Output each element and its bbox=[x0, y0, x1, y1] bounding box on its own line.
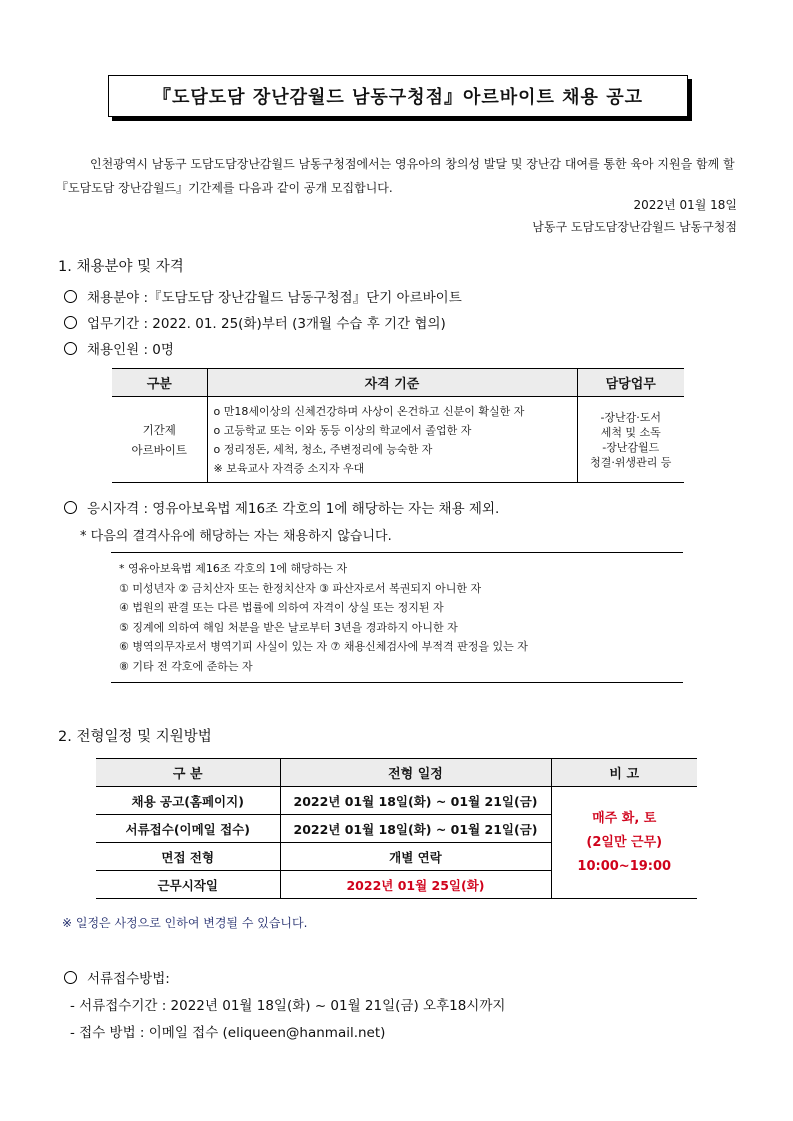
application-email-line: - 접수 방법 : 이메일 접수 (eliqueen@hanmail.net) bbox=[70, 1025, 386, 1041]
application-method-heading bbox=[64, 967, 170, 987]
table-header: 구분 bbox=[112, 369, 207, 397]
recruit-field-text: 채용분야 :『도담도담 장난감월드 남동구청점』단기 아르바이트 bbox=[87, 290, 462, 306]
organization-name: 남동구 도담도담장난감월드 남동구청점 bbox=[532, 220, 737, 234]
work-period-text: 업무기간 : 2022. 01. 25(화)부터 (3개월 수습 후 기간 협의) bbox=[87, 316, 446, 332]
qualification-line: o 정리정돈, 세척, 청소, 주변정리에 능숙한 자 bbox=[213, 442, 433, 456]
recruit-field-item bbox=[64, 286, 462, 306]
reason-line: ① 미성년자 ② 금치산자 또는 한정치산자 ③ 파산자로서 복권되지 아니한 자 bbox=[119, 581, 482, 595]
headcount-text: 채용인원 : 0명 bbox=[87, 342, 174, 358]
qualification-line: o 만18세이상의 신체건강하며 사상이 온건하고 신분이 확실한 자 bbox=[213, 404, 525, 418]
notice-date: 2022년 01월 18일 bbox=[633, 198, 737, 212]
remark-line: 매주 화, 토 bbox=[592, 810, 657, 826]
schedule-value: 2022년 01월 25일(화) bbox=[280, 871, 551, 899]
reason-line: ⑤ 징계에 의하여 해임 처분을 받은 날로부터 3년을 경과하지 아니한 자 bbox=[119, 620, 458, 634]
circle-bullet-icon bbox=[64, 316, 77, 329]
qualification-cell bbox=[207, 397, 577, 483]
reason-line: * 영유아보육법 제16조 각호의 1에 해당하는 자 bbox=[119, 562, 348, 575]
remark-line: (2일만 근무) bbox=[586, 834, 663, 850]
disqualification-reasons-box bbox=[111, 552, 683, 683]
category-cell bbox=[112, 397, 207, 483]
duty-line: 세척 및 소독 bbox=[600, 425, 661, 439]
circle-bullet-icon bbox=[64, 290, 77, 303]
circle-bullet-icon bbox=[64, 501, 77, 514]
section1-heading: 1. 채용분야 및 자격 bbox=[58, 259, 184, 275]
schedule-label: 근무시작일 bbox=[96, 871, 280, 899]
remark-line: 10:00~19:00 bbox=[577, 858, 672, 874]
circle-bullet-icon bbox=[64, 971, 77, 984]
qualification-line: o 고등학교 또는 이와 동등 이상의 학교에서 졸업한 자 bbox=[213, 423, 472, 437]
category-line: 기간제 bbox=[142, 422, 176, 437]
table-header: 자격 기준 bbox=[207, 369, 577, 397]
schedule-label: 면접 전형 bbox=[96, 843, 280, 871]
table-header: 담당업무 bbox=[577, 369, 684, 397]
schedule-label: 서류접수(이메일 접수) bbox=[96, 815, 280, 843]
schedule-table bbox=[96, 758, 697, 899]
reason-line: ⑧ 기타 전 각호에 준하는 자 bbox=[119, 659, 253, 673]
schedule-value: 개별 연락 bbox=[280, 843, 551, 871]
schedule-value: 2022년 01월 18일(화) ~ 01월 21일(금) bbox=[280, 787, 551, 815]
reason-line: ⑥ 병역의무자로서 병역기피 사실이 있는 자 ⑦ 채용신체검사에 부적격 판정을 있는 자 bbox=[119, 640, 528, 653]
intro-paragraph bbox=[56, 152, 740, 200]
disqualification-note: * 다음의 결격사유에 해당하는 자는 채용하지 않습니다. bbox=[80, 529, 392, 544]
duty-line: 청결·위생관리 등 bbox=[590, 455, 672, 469]
reason-line: ④ 법원의 판결 또는 다른 법률에 의하여 자격이 상실 또는 정지된 자 bbox=[119, 601, 444, 614]
table-header: 비 고 bbox=[551, 759, 697, 787]
qualification-line: ※ 보육교사 자격증 소지자 우대 bbox=[213, 461, 365, 475]
page-title-text: 『도담도담 장난감월드 남동구청점』아르바이트 채용 공고 bbox=[153, 87, 643, 108]
table-row bbox=[96, 787, 697, 815]
duty-line: -장난감·도서 bbox=[600, 410, 662, 424]
application-period-line: - 서류접수기간 : 2022년 01월 18일(화) ~ 01월 21일(금) 오후18시까지 bbox=[70, 998, 506, 1014]
eligibility-item bbox=[64, 497, 499, 517]
schedule-change-note: ※ 일정은 사정으로 인하여 변경될 수 있습니다. bbox=[62, 916, 308, 930]
schedule-value: 2022년 01월 18일(화) ~ 01월 21일(금) bbox=[280, 815, 551, 843]
application-method-heading-text: 서류접수방법: bbox=[87, 971, 170, 987]
headcount-item bbox=[64, 338, 174, 358]
duty-line: -장난감월드 bbox=[602, 440, 660, 454]
section2-heading: 2. 전형일정 및 지원방법 bbox=[58, 729, 212, 745]
page-title bbox=[108, 75, 688, 117]
work-period-item bbox=[64, 312, 446, 332]
category-line: 아르바이트 bbox=[131, 442, 188, 457]
remark-cell bbox=[551, 787, 697, 899]
table-header: 구 분 bbox=[96, 759, 280, 787]
table-header: 전형 일정 bbox=[280, 759, 551, 787]
intro-text: 인천광역시 남동구 도담도담장난감월드 남동구청점에서는 영유아의 창의성 발달 및 장난감 대여를 통한 육아 지원을 함께 할『도담도담 장난감월드』기간제를 다음과 같이 공개 모집합니다. bbox=[56, 157, 735, 195]
duty-cell bbox=[577, 397, 684, 483]
eligibility-text: 응시자격 : 영유아보육법 제16조 각호의 1에 해당하는 자는 채용 제외. bbox=[87, 501, 500, 517]
circle-bullet-icon bbox=[64, 342, 77, 355]
qualification-table bbox=[112, 368, 684, 483]
schedule-label: 채용 공고(홈페이지) bbox=[96, 787, 280, 815]
